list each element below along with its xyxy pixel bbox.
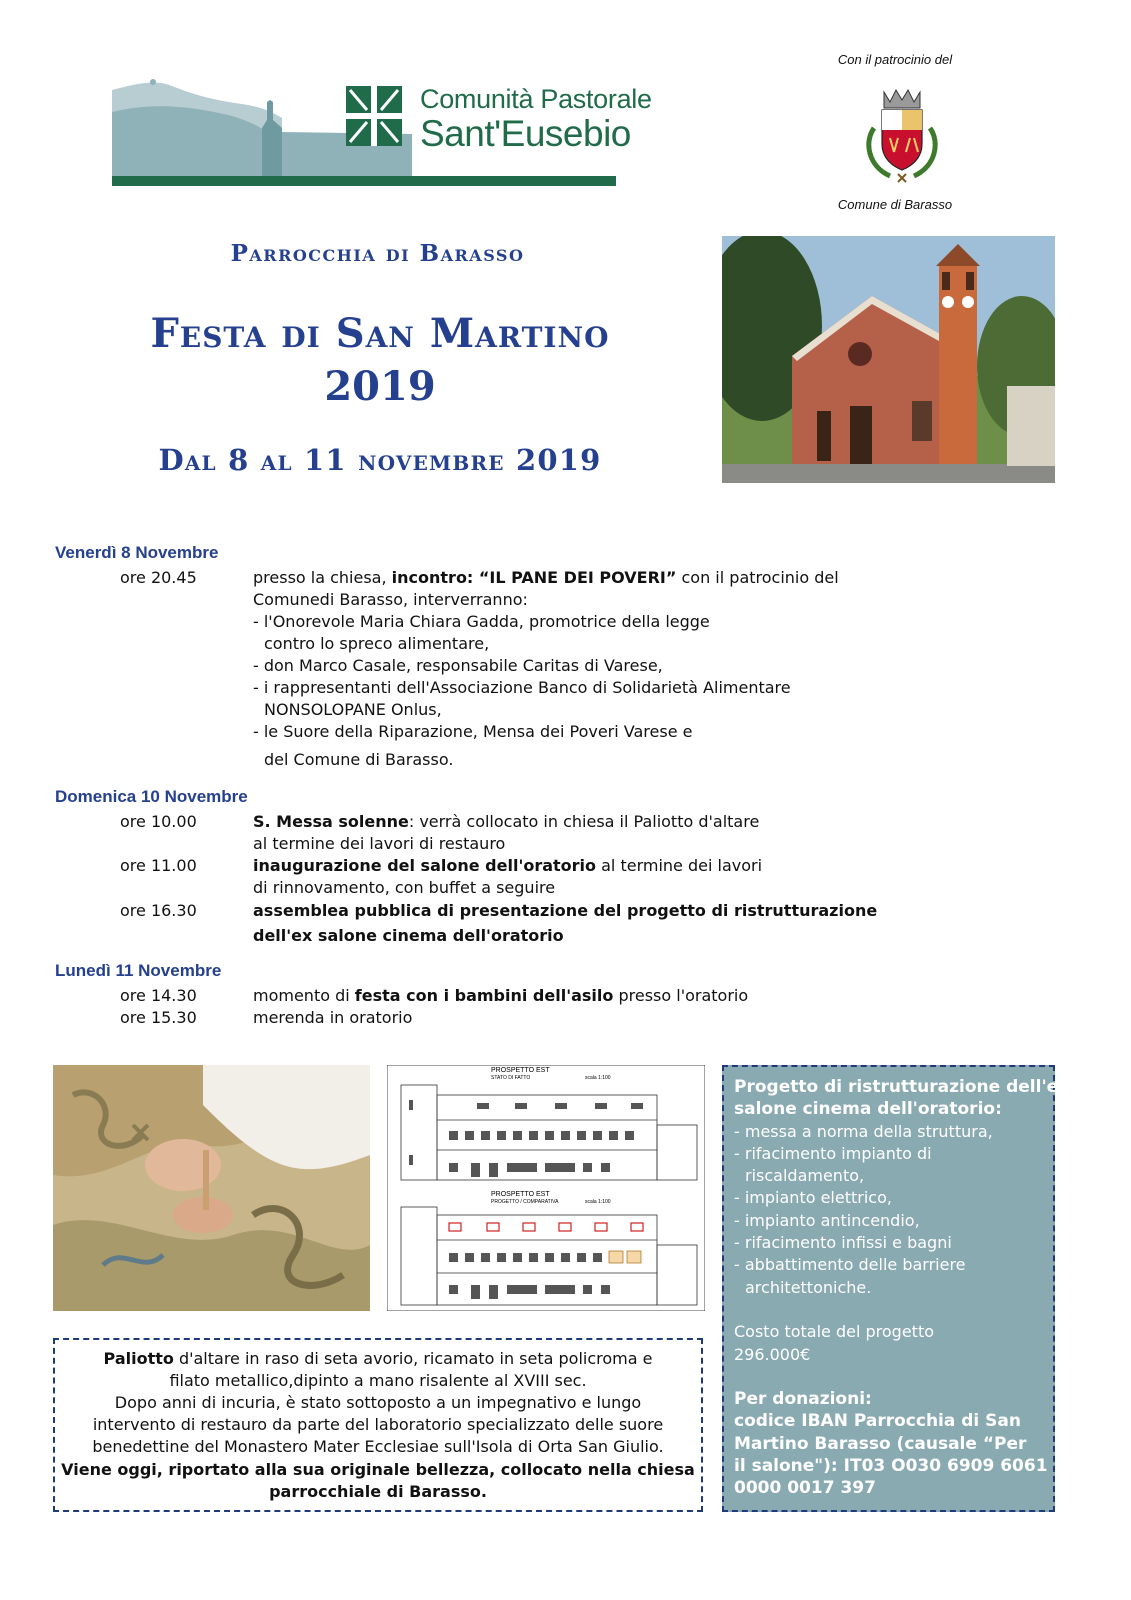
event-text: : verrà collocato in chiesa il Paliotto d'altare: [408, 812, 760, 831]
logo-title-line2: Sant'Eusebio: [420, 113, 631, 154]
comune-crest-icon: [860, 78, 944, 188]
day-title-monday: Lunedì 11 Novembre: [55, 961, 222, 980]
drawing-scale: scala 1:100: [585, 1199, 611, 1205]
event-line: [253, 812, 759, 831]
drawing-scale: scala 1:100: [585, 1075, 611, 1081]
event-text: al termine dei lavori: [596, 856, 763, 875]
event-text: momento di: [253, 986, 355, 1005]
event-text: con il patrocinio del: [676, 568, 839, 587]
donation-line: codice IBAN Parrocchia di San: [734, 1411, 1021, 1431]
drawing-label: PROSPETTO EST: [491, 1067, 550, 1074]
event-line: merenda in oratorio: [253, 1008, 413, 1027]
donation-line: Martino Barasso (causale “Per: [734, 1434, 1027, 1454]
project-item: - messa a norma della struttura,: [734, 1122, 993, 1141]
speaker-line: - don Marco Casale, responsabile Caritas di Varese,: [253, 656, 663, 675]
architectural-drawing: [387, 1065, 705, 1311]
donation-iban: il salone"): IT03 O030 6909 6061: [734, 1456, 1048, 1476]
paliotto-title: Paliotto: [103, 1349, 174, 1368]
day-title-friday: Venerdì 8 Novembre: [55, 543, 219, 562]
speaker-line: - i rappresentanti dell'Associazione Banco di Solidarietà Alimentare: [253, 678, 791, 697]
event-line: [253, 856, 762, 875]
event-line: assemblea pubblica di presentazione del progetto di ristrutturazione: [253, 901, 878, 920]
paliotto-line: [60, 1349, 696, 1368]
event-text: presso la chiesa,: [253, 568, 392, 587]
speaker-line: - le Suore della Riparazione, Mensa dei Poveri Varese e: [253, 722, 693, 741]
day-title-sunday: Domenica 10 Novembre: [55, 787, 248, 806]
speaker-line: contro lo spreco alimentare,: [264, 634, 490, 653]
drawing-sublabel: STATO DI FATTO: [491, 1075, 531, 1081]
event-line: di rinnovamento, con buffet a seguire: [253, 878, 556, 897]
church-photo: [722, 236, 1055, 483]
speaker-line: NONSOLOPANE Onlus,: [264, 700, 442, 719]
project-title: Progetto di ristrutturazione dell'ex: [734, 1077, 1070, 1097]
event-line: [253, 986, 748, 1005]
paliotto-line: Dopo anni di incuria, è stato sottoposto a un impegnativo e lungo: [114, 1393, 642, 1412]
festival-dates: Dal 8 al 11 novembre 2019: [158, 443, 602, 477]
time-friday-2045: ore 20.45: [120, 568, 197, 587]
project-cost-label: Costo totale del progetto: [734, 1322, 934, 1341]
event-highlight: festa con i bambini dell'asilo: [354, 986, 614, 1005]
festival-year: 2019: [324, 363, 436, 410]
time-monday-1530: ore 15.30: [120, 1008, 197, 1027]
event-highlight: inaugurazione del salone dell'oratorio: [253, 856, 597, 875]
paliotto-line: benedettine del Monastero Mater Ecclesiae sull'Isola di Orta San Giulio.: [92, 1437, 664, 1456]
time-sunday-1630: ore 16.30: [120, 901, 197, 920]
project-item: - rifacimento infissi e bagni: [734, 1233, 952, 1252]
project-item: - impianto elettrico,: [734, 1188, 892, 1207]
project-item: - impianto antincendio,: [734, 1211, 920, 1230]
paliotto-line: intervento di restauro da parte del laboratorio specializzato delle suore: [92, 1415, 664, 1434]
time-sunday-1000: ore 10.00: [120, 812, 197, 831]
event-highlight: S. Messa solenne: [253, 812, 409, 831]
event-line: [253, 568, 839, 587]
donation-title: Per donazioni:: [734, 1389, 872, 1409]
event-line: dell'ex salone cinema dell'oratorio: [253, 926, 564, 945]
parish-title: Parrocchia di Barasso: [230, 240, 525, 267]
event-text: presso l'oratorio: [613, 986, 749, 1005]
festival-title: Festa di San Martino: [150, 310, 610, 357]
project-item: - rifacimento impianto di: [734, 1144, 932, 1163]
paliotto-restoration-photo: [53, 1065, 370, 1311]
event-highlight: incontro: “IL PANE DEI POVERI”: [391, 568, 677, 587]
event-line: al termine dei lavori di restauro: [253, 834, 506, 853]
project-title: salone cinema dell'oratorio:: [734, 1099, 1002, 1119]
paliotto-line: filato metallico,dipinto a mano risalente al XVIII sec.: [169, 1371, 587, 1390]
comune-caption: Comune di Barasso: [837, 197, 953, 212]
logo-title-line1: Comunità Pastorale: [420, 84, 652, 114]
patronage-caption: Con il patrocinio del: [837, 52, 953, 67]
speaker-line: del Comune di Barasso.: [264, 750, 454, 769]
time-sunday-1100: ore 11.00: [120, 856, 197, 875]
paliotto-line: parrocchiale di Barasso.: [269, 1482, 487, 1501]
event-line: Comunedi Barasso, interverranno:: [253, 590, 528, 609]
project-item: riscaldamento,: [745, 1166, 865, 1185]
drawing-label: PROSPETTO EST: [491, 1191, 550, 1198]
drawing-sublabel: PROGETTO / COMPARATIVA: [491, 1199, 559, 1205]
time-monday-1430: ore 14.30: [120, 986, 197, 1005]
project-item: - abbattimento delle barriere: [734, 1255, 966, 1274]
paliotto-text: d'altare in raso di seta avorio, ricamato in seta policroma e: [173, 1349, 653, 1368]
paliotto-line: Viene oggi, riportato alla sua originale bellezza, collocato nella chiesa: [61, 1460, 695, 1479]
project-cost-value: 296.000€: [734, 1345, 811, 1364]
donation-iban: 0000 0017 397: [734, 1478, 876, 1498]
speaker-line: - l'Onorevole Maria Chiara Gadda, promotrice della legge: [253, 612, 710, 631]
project-item: architettoniche.: [745, 1278, 872, 1297]
